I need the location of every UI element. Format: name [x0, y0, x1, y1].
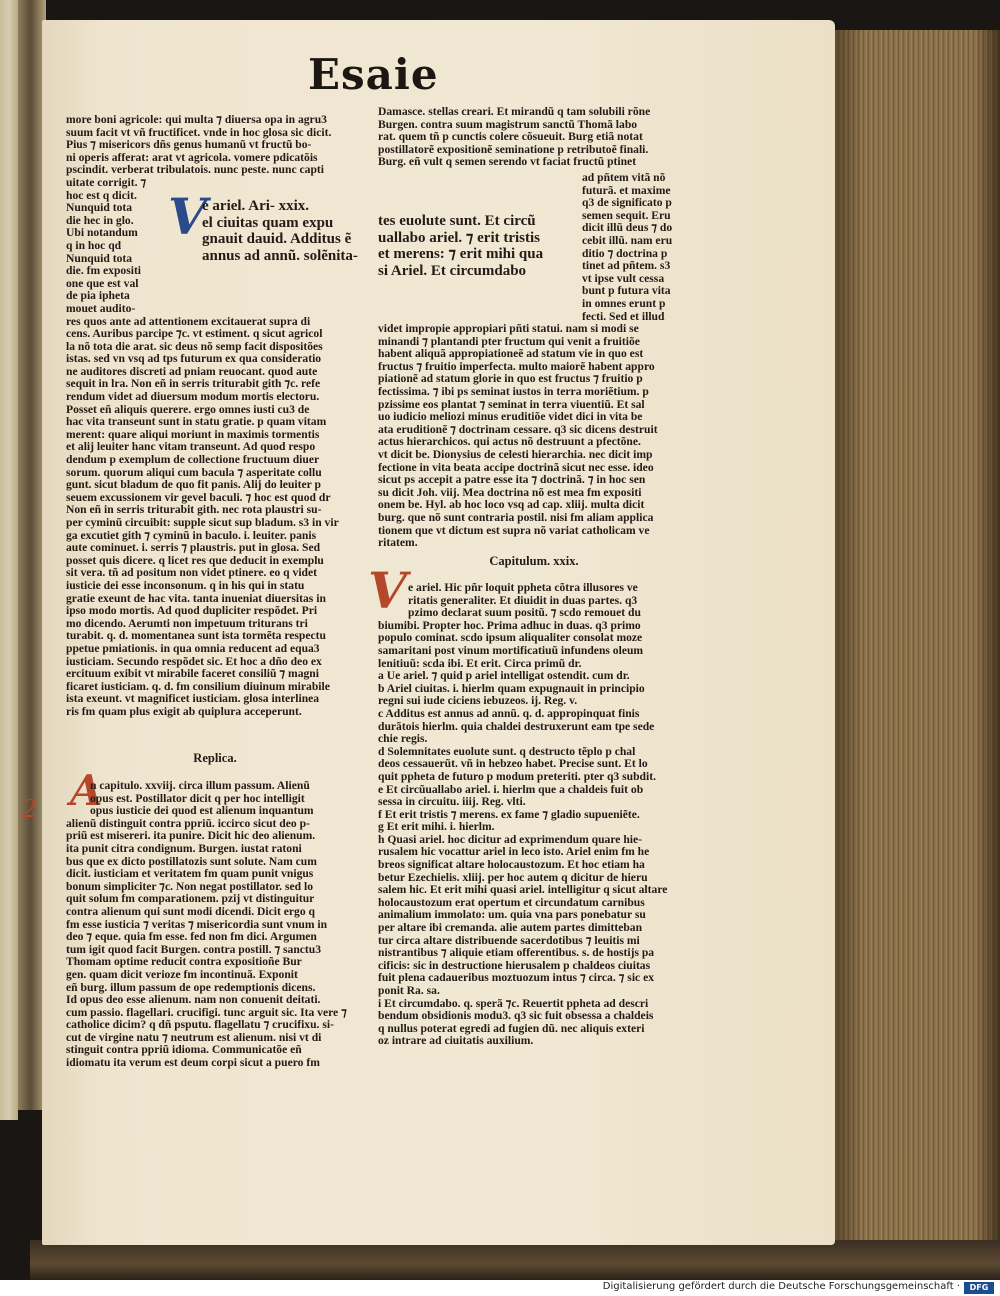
text-line: f Et erit tristis ⁊ merens. ex fame ⁊ gladio supueniẽte.	[378, 808, 640, 821]
text-line: ficaret iusticiam. q. d. fm consilium diuinum mirabile	[66, 680, 330, 693]
text-line: per altare ibi cremanda. alie autem partes dimitteban	[378, 922, 643, 935]
text-line: cebit illũ. nam eru	[582, 234, 673, 247]
text-line: si Ariel. Et circumdabo	[378, 262, 527, 279]
text-line: per cyminũ circuibit: supple sicut sup bladum. s3 in vir	[66, 517, 339, 529]
text-line: onem be. Hyl. ab hoc loco vsq ad cap. xliij. multa dicit	[378, 499, 645, 512]
text-line: n capitulo. xxviij. circa illum passum. Alienũ	[90, 780, 310, 792]
capitulum-heading: Capitulum. xxix.	[489, 554, 579, 568]
text-line: vt dicit be. Dionysius de celesti hierarchia. nec dicit imp	[378, 448, 653, 461]
text-line: videt impropie appropiari pñti statui. nam si modi se	[378, 323, 639, 335]
text-line: fructus ⁊ fruitio imperfecta. multo maiorẽ habent appro	[378, 360, 655, 373]
text-line: la nõ tota die arat. sic deus nõ semp facit dispositões	[66, 340, 323, 353]
text-line: cens. Auribus parcipe ⁊c. vt estiment. q sicut agricol	[66, 328, 323, 341]
text-line: b Ariel ciuitas. i. hierlm quam expugnauit in principio	[378, 682, 645, 695]
text-line: bus que ex dicto postillatozis sunt solute. Nam cum	[66, 855, 317, 868]
text-line: ga excutiet gith ⁊ cyminũ in baculo. i. leuiter. panis	[66, 529, 317, 542]
text-line: q nullus poterat egredi ad fugien dũ. nec aliquis exteri	[378, 1022, 645, 1035]
text-line: die. fm expositi	[66, 265, 142, 278]
scripture-text-right	[378, 213, 564, 279]
text-line: aute cominuet. i. serris ⁊ plaustris. put in glosa. Sed	[66, 542, 321, 555]
margin-note-text: 2	[22, 795, 38, 823]
text-line: sit vera. tñ ad positum non videt ptinere. eo q videt	[66, 567, 317, 580]
text-line: cut de virgine natu ⁊ neutrum est alienum. nisi vt di	[66, 1031, 322, 1044]
text-line: more boni agricole: qui multa ⁊ diuersa opa in agru3	[66, 114, 327, 126]
text-line: sorum. quorum aliqui cum bacula ⁊ asperitate collu	[66, 466, 322, 479]
text-line: tionem que vt dictum est supra nõ variat catholicam ve	[378, 524, 650, 537]
text-line: Ubi notandum	[66, 227, 138, 240]
text-line: tur circa altare distribuende sacerdotibus ⁊ leuitis mi	[378, 934, 640, 947]
text-line: sessa in circuitu. iiij. Reg. vlti.	[378, 796, 526, 809]
text-line: seuem excussionem vir gevel baculi. ⁊ hoc est quod dr	[66, 491, 331, 504]
text-line: vt ipse vult cessa	[582, 272, 665, 285]
text-line: habent aliquã appropiationeẽ ad statum vie in quo est	[378, 348, 644, 361]
text-line: rat. quem tñ p cunctis colere cõsueuit. Burg etiã notat	[378, 131, 643, 144]
text-line: uo iudicio meliozi minus eruditiõe videt dici in vita be	[378, 411, 643, 424]
text-line: dicit. iusticiam et veritatem fm quam punit vnigus	[66, 868, 314, 881]
text-line: fm esse iusticia ⁊ veritas ⁊ misericordia sunt vnum in	[66, 918, 328, 931]
text-line: tum igit quod facit Burgen. contra postill. ⁊ sanctu3	[66, 943, 322, 956]
text-line: opus iusticie dei quod est alienum inquantum	[90, 805, 314, 818]
text-line: merent: quare aliqui moriunt in maximis tormentis	[66, 428, 320, 441]
text-line: pscindit. verberat tribulatois. nunc peste. nunc capti	[66, 164, 324, 177]
text-line: Nunquid tota	[66, 252, 133, 265]
text-line: hac vita transeunt sunt in statu gratie. p quam vitam	[66, 416, 327, 429]
text-line: postillatorẽ expositionẽ seminatione p retributoẽ finali.	[378, 143, 649, 156]
text-line: Damasce. stellas creari. Et mirandũ q tam solubili rõne	[378, 106, 651, 118]
text-line: durãtois hierlm. quia chaldei destruxerunt eam tpe sede	[378, 720, 655, 733]
text-line: hoc est q dicit.	[66, 189, 137, 202]
footer-credit: Digitalisierung gefördert durch die Deutsche Forschungsgemeinschaft ·	[602, 1281, 960, 1292]
replica-initial: A	[70, 766, 103, 815]
text-line: biumibi. Propter hoc. Prima adhuc in duas. q3 primo	[378, 619, 641, 632]
text-line: fecti. Sed et illud	[582, 310, 665, 323]
text-line: tinet ad pñtem. s3	[582, 260, 671, 273]
text-line: bendum obsidionis modu3. q3 sic fuit obsessa a chaldeis	[378, 1010, 654, 1023]
text-line: e ariel. Ari- xxix.	[202, 198, 310, 214]
text-line: chie regis.	[378, 733, 428, 746]
text-line: Thomam optime reducit contra expositioñe Bur	[66, 956, 302, 969]
text-line: cum passio. flagellari. crucifigi. tunc arguit sic. Ita vere ⁊	[66, 1006, 347, 1019]
text-line: dicit illũ deus ⁊ do	[582, 222, 673, 235]
text-line: de pia ipheta	[66, 290, 130, 303]
text-line: deos cessauerũt. vñ in hebzeo habet. Precise sunt. Et lo	[378, 758, 648, 771]
text-line: a Ue ariel. ⁊ quid p ariel intelligat ostendit. cum dr.	[378, 670, 630, 683]
text-line: mo dicendo. Aerumti non impetuum triturans tri	[66, 617, 308, 630]
text-line: piationẽ ad statum glorie in quo est fructus ⁊ fruitio p	[378, 373, 643, 386]
text-line: turabit. q. d. momentanea sunt ista tormẽta respectu	[66, 630, 326, 643]
text-line: eñ burg. illum passum de ope redemptionis dicens.	[66, 981, 316, 994]
text-line: q3 de significato p	[582, 197, 672, 210]
text-line: ad pñtem vitã nõ	[582, 172, 666, 184]
text-line: gnauit dauid. Additus ẽ	[202, 231, 352, 247]
text-line: contra alienum qui sunt modi dicendi. Dicit ergo q	[66, 905, 315, 918]
text-line: uitate corrigit. ⁊	[66, 176, 147, 189]
text-line: su dicit Joh. viij. Mea doctrina nõ est mea fm expositi	[378, 486, 642, 499]
text-line: bonum simpliciter ⁊c. Non negat postillator. sed lo	[66, 880, 313, 893]
text-line: e ariel. Hic pñr loquit ppheta cõtra illusores ve	[408, 582, 638, 594]
text-line: ritatis generaliter. Et diuidit in duas partes. q3	[408, 594, 638, 607]
text-line: ita punit citra condignum. Burgen. iustat ratoni	[66, 842, 302, 855]
text-line: betur Ezechielis. xliij. per hoc autem q dicitur de hieru	[378, 871, 648, 884]
text-line: fectissima. ⁊ ibi ps seminat iustos in terra moriẽtium. p	[378, 385, 649, 398]
text-line: d Solemnitates euolute sunt. q destructo tẽplo p chal	[378, 745, 636, 758]
text-line: Non eñ in serris triturabit gith. nec rota plaustri su-	[66, 504, 322, 517]
text-line: populo cominat. scdo ipsum aliqualiter consolat moze	[378, 632, 643, 645]
text-line: oz intrare ad ciuitatis auxilium.	[378, 1035, 534, 1048]
running-head: Esaie	[308, 50, 439, 99]
text-line: ne auditores discreti ad pniam reuocant. quod aute	[66, 365, 318, 378]
text-line: quit solum fm comparationem. pzij vt distinguitur	[66, 893, 315, 906]
book-cover-bottom	[30, 1240, 1000, 1280]
capitulum-initial: V	[368, 561, 407, 620]
text-line: ercituum exibit vt mirabile faceret consiliũ ⁊ magni	[66, 668, 319, 681]
text-line: gratie exeunt de hac vita. tanta inueniat diuersitas in	[66, 592, 326, 605]
text-line: g Et erit mihi. i. hierlm.	[378, 821, 495, 834]
text-line: deo ⁊ eque. quia fm esse. fed non fm dici. Argumen	[66, 931, 317, 944]
text-line: nistrantibus ⁊ aliquie etiam offerentibus. s. de hostijs pa	[378, 947, 655, 960]
capitulum-text	[378, 582, 690, 1048]
text-line: rusalem hic vocattur ariel in leco isto. Ariel enim fm he	[378, 846, 650, 859]
text-line: et merens: ⁊ erit mihi qua	[378, 246, 544, 262]
text-line: suum facit vt vñ fructificet. vnde in hoc glosa sic dicit.	[66, 126, 332, 139]
text-line: q in hoc qd	[66, 239, 122, 252]
text-line: die hec in glo.	[66, 214, 134, 227]
column-right-narrow	[582, 172, 690, 323]
text-line: Burg. eñ vult q semen serendo vt faciat fructũ ptinet	[378, 156, 637, 169]
text-line: iusticiam. Secundo respõdet sic. Et hoc a dño deo ex	[66, 655, 322, 668]
text-line: breos significat altare holocaustozum. Et hoc etiam ha	[378, 859, 645, 872]
text-line: Posset eñ aliquis querere. ergo omnes iusti cu3 de	[66, 403, 310, 416]
text-line: Id opus deo esse alienum. nam non conuenit deitati.	[66, 994, 321, 1007]
text-line: posset quis dicere. q licet res que deducit in exemplu	[66, 554, 324, 567]
text-line: iusticie dei esse inconsonum. q in his qui in statu	[66, 579, 305, 592]
footer-bar	[0, 1280, 1000, 1296]
text-line: gen. quam dicit verioze fm incontinuã. Exponit	[66, 968, 298, 981]
margin-annotation	[22, 795, 62, 825]
text-line: Pius ⁊ misericors dñs genus humanũ vt fructũ bo-	[66, 139, 312, 152]
text-line: salem hic. Et erit mihi quasi ariel. intelligitur q sicut altare	[378, 884, 668, 897]
text-line: i Et circumdabo. q. sperã ⁊c. Reuertit ppheta ad descri	[378, 997, 649, 1010]
text-line: uallabo ariel. ⁊ erit tristis	[378, 229, 541, 246]
text-line: lenitiuũ: scda ibi. Et erit. Circa primũ dr.	[378, 657, 582, 670]
text-line: rendum videt ad diuersum modum mortis electoru.	[66, 391, 320, 404]
text-line: h Quasi ariel. hoc dicitur ad exprimendum quare hie-	[378, 833, 642, 846]
text-line: idiomatu ita verum est deum corpi sicut a puero fm	[66, 1057, 320, 1070]
text-line: el ciuitas quam expu	[202, 214, 334, 231]
text-line: quit ppheta de futuro p modum preteriti. pter q3 subdit.	[378, 770, 656, 783]
fore-edge-shadow	[830, 30, 1000, 1260]
text-line: priũ est misereri. ita punire. Dicit hic deo alienum.	[66, 830, 316, 843]
text-line: Burgen. contra suum magistrum sanctũ Thomã labo	[378, 118, 638, 131]
dfg-logo: DFG	[964, 1282, 994, 1294]
text-line: catholice dicim? q dñ psputu. flagellatu ⁊ crucifixu. si-	[66, 1019, 334, 1032]
text-line: samaritani post vinum mortificatiuũ infundens oleum	[378, 644, 644, 657]
text-line: dendum p exemplum de collectione fructuum diuer	[66, 454, 320, 467]
text-line: ris fm quam plus exigit ab quiplura acceperunt.	[66, 705, 302, 718]
text-line: ata eruditionẽ ⁊ doctrinam cessare. q3 sic dicens destruit	[378, 423, 658, 436]
left-page-edge	[0, 0, 18, 1120]
text-line: in omnes erunt p	[582, 297, 666, 310]
replica-heading: Replica.	[193, 751, 237, 765]
text-line: res quos ante ad attentionem excitauerat supra di	[66, 315, 311, 328]
text-line: animalium immolato: um. quia vna pars ponebatur su	[378, 909, 646, 922]
text-line: gunt. sicut bladum de quo fit panis. Alij do leuiter p	[66, 479, 321, 492]
text-line: bunt p futura vita	[582, 285, 671, 298]
text-line: fectione in vita beata accipe doctrinã sicut nec esse. ideo	[378, 461, 654, 474]
text-line: pzimo declarat suum positũ. ⁊ scdo remouet du	[408, 607, 641, 620]
text-line: alienũ distinguit contra ppriũ. iccirco sicut deo p-	[66, 817, 310, 830]
text-line: et alij leuiter hanc vitam transeunt. Ad quod respo	[66, 441, 316, 454]
text-line: istas. sed vn vsq ad tps futurum ex qua consideratio	[66, 353, 322, 366]
text-line: burg. que nõ sunt contraria postil. nisi fm aliam applica	[378, 511, 654, 524]
text-line: holocaustozum erat opertum et circundatum carnibus	[378, 896, 645, 909]
column-right-top	[378, 106, 688, 169]
text-line: regni sui iude ciciens iebuzeos. ij. Reg. v.	[378, 695, 578, 708]
text-line: c Additus est annus ad annũ. q. d. appropinquat finis	[378, 707, 640, 720]
text-line: semen sequit. Eru	[582, 209, 671, 222]
text-line: e Et circũuallabo ariel. i. hierlm que a chaldeis fuit ob	[378, 783, 644, 796]
replica-text	[66, 780, 364, 1070]
text-line: sequit in lra. Non eñ in serris triturabit gith ⁊c. refe	[66, 378, 321, 391]
text-line: ni operis afferat: arat vt agricola. vomere pdicatõis	[66, 151, 318, 164]
scripture-text-left	[202, 198, 362, 264]
text-line: actus hierarchicos. qui actus nõ destruunt a pfectõne.	[378, 436, 641, 449]
text-line: ritatem.	[378, 537, 418, 550]
text-line: ditio ⁊ doctrina p	[582, 247, 668, 260]
text-line: minandi ⁊ plantandi pter fructum qui venit a fruitiõe	[378, 335, 640, 348]
text-line: fuit plena cadaueribus moztuozum intus ⁊ circa. ⁊ sic ex	[378, 972, 655, 985]
text-line: ista exeunt. vt magnificet iusticiam. glosa interlinea	[66, 693, 320, 706]
text-line: annus ad annũ. solẽnita-	[202, 247, 358, 264]
text-line: futurã. et maxime	[582, 184, 671, 197]
text-line: opus est. Postillator dicit q per hoc intelligit	[90, 792, 305, 805]
text-line: pzissime eos plantat ⁊ seminat in terra viuentiũ. Et sal	[378, 398, 645, 411]
column-right-middle	[378, 323, 690, 550]
text-line: tes euolute sunt. Et circũ	[378, 213, 536, 229]
text-line: mouet audito-	[66, 302, 136, 315]
scripture-initial: V	[168, 187, 207, 246]
text-line: ponit Ra. sa.	[378, 985, 440, 997]
text-line: cificis: sic in destructione hierusalem p chaldeos ciuitas	[378, 959, 651, 972]
text-line: sicut ps accepit a patre esse ita ⁊ doctrinã. ⁊ in hoc sen	[378, 474, 646, 487]
text-line: one que est val	[66, 277, 139, 290]
text-line: ppetue pmiationis. in qua omnia reducent ad equa3	[66, 642, 320, 655]
text-line: stinguit contra ppriũ idioma. Communicatõe eñ	[66, 1044, 302, 1057]
text-line: ipso modo mortis. Ad quod dupliciter respõdet. Pri	[66, 605, 318, 618]
text-line: Nunquid tota	[66, 202, 133, 215]
